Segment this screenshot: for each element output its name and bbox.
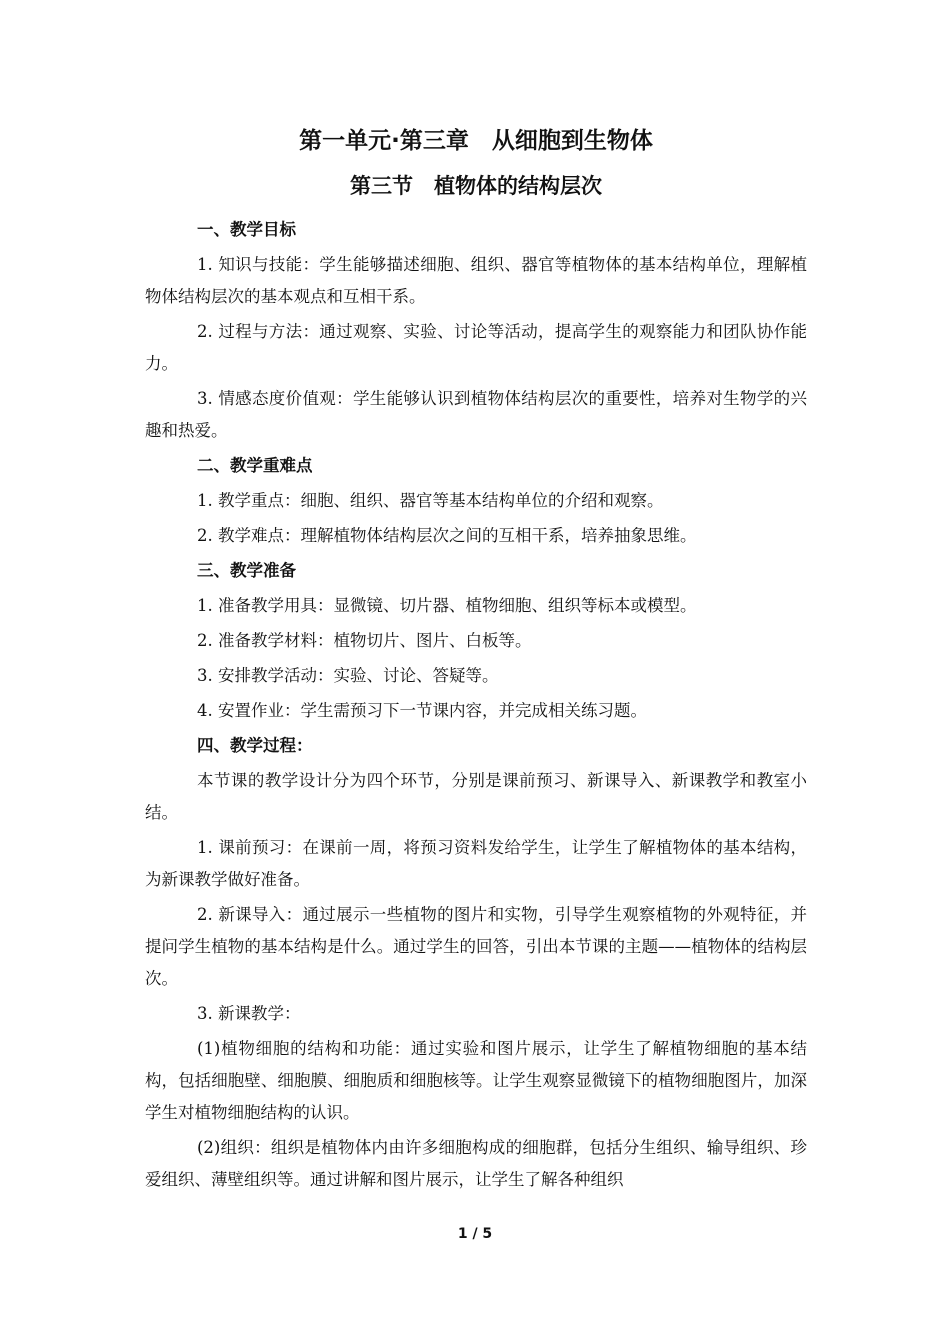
- paragraph: 本节课的教学设计分为四个环节，分别是课前预习、新课导入、新课教学和教室小结。: [145, 771, 807, 822]
- paragraph: 3. 安排教学活动：实验、讨论、答疑等。: [197, 666, 499, 685]
- paragraph: 1. 准备教学用具：显微镜、切片器、植物细胞、组织等标本或模型。: [197, 596, 697, 615]
- paragraph: 2. 教学难点：理解植物体结构层次之间的互相干系，培养抽象思维。: [197, 526, 697, 545]
- paragraph: (2)组织：组织是植物体内由许多细胞构成的细胞群，包括分生组织、输导组织、珍爱组织、薄壁组织等。通过讲解和图片展示，让学生了解各种组织: [145, 1138, 807, 1189]
- paragraph: 2. 新课导入：通过展示一些植物的图片和实物，引导学生观察植物的外观特征，并提问学生植物的基本结构是什么。通过学生的回答，引出本节课的主题——植物体的结构层次。: [145, 905, 807, 988]
- heading-teaching-goals: 一、教学目标: [197, 220, 296, 239]
- heading-teaching-process: 四、教学过程：: [197, 736, 313, 755]
- document-body: [145, 120, 807, 1199]
- paragraph: 3. 新课教学：: [197, 1004, 301, 1023]
- paragraph: 1. 教学重点：细胞、组织、器官等基本结构单位的介绍和观察。: [197, 491, 664, 510]
- page-number: 1 / 5: [457, 1226, 493, 1242]
- paragraph: 4. 安置作业：学生需预习下一节课内容，并完成相关练习题。: [197, 701, 647, 720]
- heading-preparation: 三、教学准备: [197, 561, 296, 580]
- paragraph: (1)植物细胞的结构和功能：通过实验和图片展示，让学生了解植物细胞的基本结构，包括细胞壁、细胞膜、细胞质和细胞核等。让学生观察显微镜下的植物细胞图片，加深学生对植物细胞结构的认识。: [145, 1039, 807, 1122]
- paragraph: 1. 课前预习：在课前一周，将预习资料发给学生，让学生了解植物体的基本结构，为新课教学做好准备。: [145, 838, 807, 889]
- heading-key-difficulties: 二、教学重难点: [197, 456, 313, 475]
- paragraph: 1. 知识与技能：学生能够描述细胞、组织、器官等植物体的基本结构单位，理解植物体结构层次的基本观点和互相干系。: [145, 255, 807, 306]
- section-subtitle: 第三节 植物体的结构层次: [350, 174, 602, 198]
- paragraph: 3. 情感态度价值观：学生能够认识到植物体结构层次的重要性，培养对生物学的兴趣和热爱。: [145, 389, 807, 440]
- paragraph: 2. 过程与方法：通过观察、实验、讨论等活动，提高学生的观察能力和团队协作能力。: [145, 322, 807, 373]
- document-title: 第一单元·第三章 从细胞到生物体: [299, 128, 653, 154]
- paragraph: 2. 准备教学材料：植物切片、图片、白板等。: [197, 631, 532, 650]
